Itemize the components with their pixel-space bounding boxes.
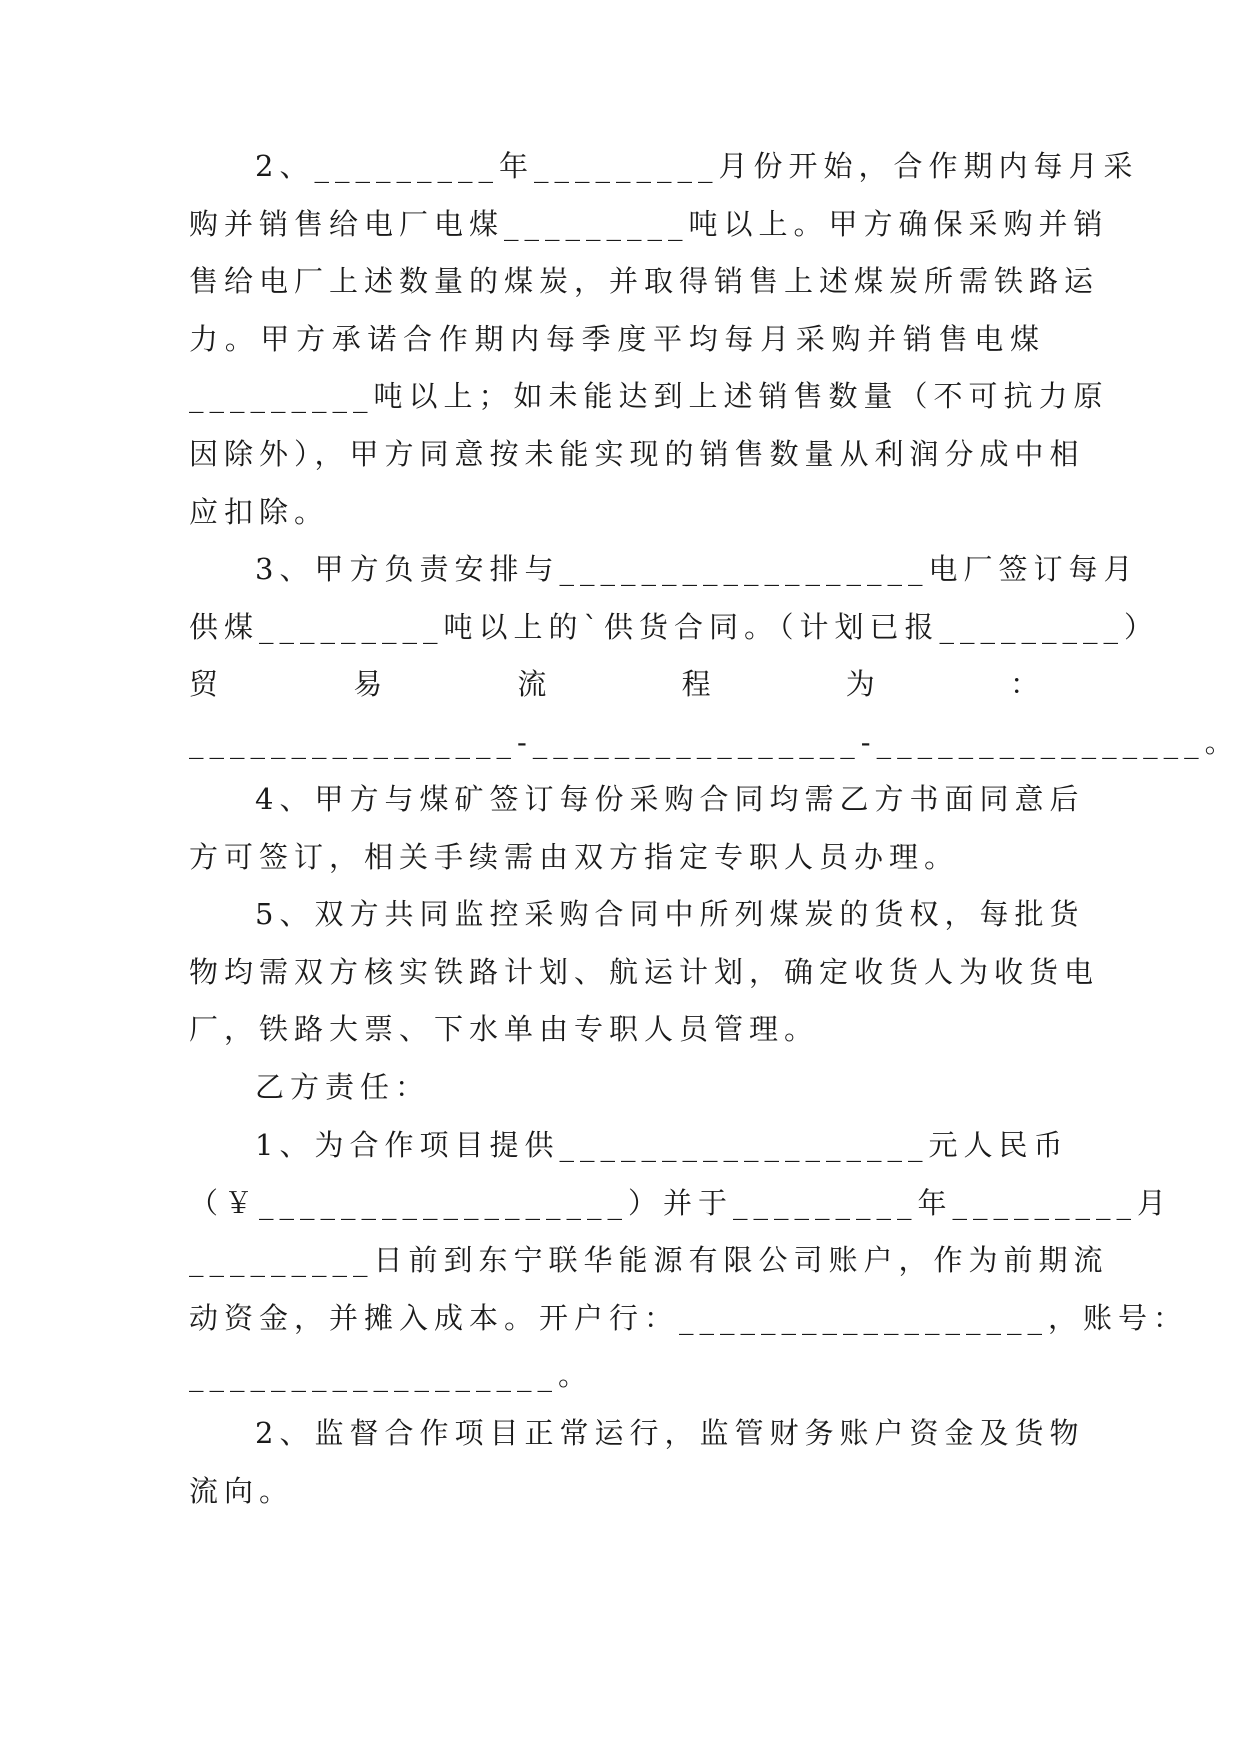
text-line: 应扣除。 — [189, 494, 330, 529]
text-line: 5、双方共同监控采购合同中所列煤炭的货权，每批货 — [255, 897, 1085, 931]
clause-jia-2 — [189, 138, 1139, 541]
heading-text: 乙方责任： — [255, 1070, 431, 1104]
text-line: _________吨以上；如未能达到上述销售数量（不可抗力原 — [189, 379, 1109, 414]
text-line: 厂，铁路大票、下水单由专职人员管理。 — [189, 1012, 820, 1047]
text-line: ________________-________________-________________。 — [189, 724, 1240, 759]
clause-jia-4 — [189, 771, 1085, 886]
text-line: 供煤_________吨以上的`供货合同。（计划已报_________） — [189, 609, 1160, 644]
clause-jia-5 — [189, 886, 1100, 1059]
clause-yi-2 — [189, 1405, 1085, 1520]
section-heading-yi — [189, 1059, 1045, 1117]
text-line: 售给电厂上述数量的煤炭，并取得销售上述煤炭所需铁路运 — [189, 264, 1100, 299]
text-line: __________________。 — [189, 1358, 594, 1393]
clause-yi-1 — [189, 1117, 1189, 1405]
text-line: （￥__________________）并于_________年_________月 — [189, 1185, 1173, 1220]
text-line: 动资金，并摊入成本。开户行：__________________，账号： — [189, 1300, 1189, 1335]
text-line: 购并销售给电厂电煤_________吨以上。甲方确保采购并销 — [189, 206, 1109, 241]
text-line: 流向。 — [189, 1473, 295, 1508]
clause-jia-3 — [189, 541, 1240, 771]
text-line: 2、监督合作项目正常运行，监管财务账户资金及货物 — [255, 1416, 1085, 1450]
text-line: 力。甲方承诺合作期内每季度平均每月采购并销售电煤 — [189, 321, 1045, 356]
text-line: 3、甲方负责安排与__________________电厂签订每月 — [255, 552, 1139, 586]
text-line: 4、甲方与煤矿签订每份采购合同均需乙方书面同意后 — [255, 782, 1085, 816]
text-line: 贸 易 流 程 为 ： — [189, 667, 1045, 702]
text-line: _________日前到东宁联华能源有限公司账户，作为前期流 — [189, 1243, 1109, 1278]
text-line: 2、_________年_________月份开始，合作期内每月采 — [255, 149, 1139, 183]
text-line: 物均需双方核实铁路计划、航运计划，确定收货人为收货电 — [189, 954, 1100, 989]
text-line: 1、为合作项目提供__________________元人民币 — [255, 1128, 1069, 1162]
text-line: 方可签订，相关手续需由双方指定专职人员办理。 — [189, 839, 960, 874]
text-line: 因除外），甲方同意按未能实现的销售数量从利润分成中相 — [189, 436, 1085, 471]
